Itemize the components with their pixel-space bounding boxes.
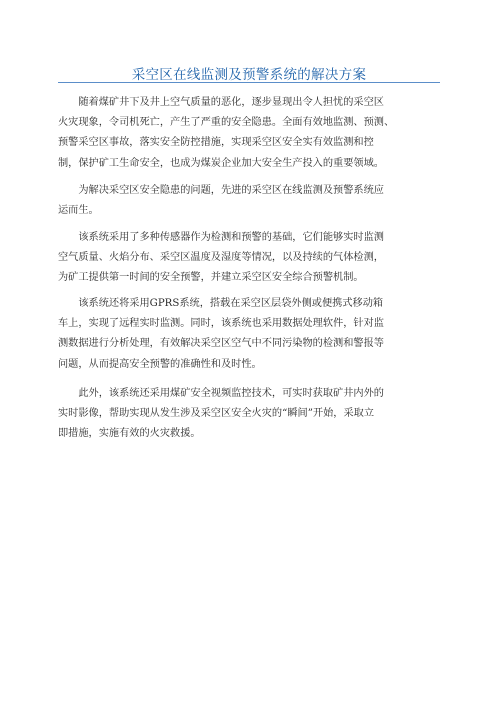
- paragraph-line: 测数据进行分析处理，有效解决采空区空气中不同污染物的检测和警报等: [58, 338, 384, 350]
- paragraph-5: [58, 384, 440, 445]
- paragraph-line: 即措施，实施有效的火灾救援。: [58, 428, 201, 440]
- document-title: 采空区在线监测及预警系统的解决方案: [131, 67, 367, 83]
- paragraph-line: 实时影像，帮助实现从发生涉及采空区安全火灾的“瞬间”开始，采取立: [58, 408, 375, 420]
- title-underline: [58, 82, 440, 83]
- paragraph-line: 运而生。: [58, 205, 99, 217]
- paragraph-line: 为解决采空区安全隐患的问题，先进的采空区在线监测及预警系统应: [58, 185, 384, 196]
- paragraph-2: [58, 181, 440, 221]
- paragraph-line: 为矿工提供第一时间的安全预警，并建立采空区安全综合预警机制。: [58, 272, 364, 284]
- paragraph-line: 该系统还将采用GPRS系统，搭载在采空区层袋外侧或便携式移动箱: [58, 298, 384, 309]
- paragraph-3: [58, 228, 440, 289]
- paragraph-line: 问题，从而提高安全预警的准确性和及时性。: [58, 358, 262, 370]
- paragraph-line: 此外，该系统还采用煤矿安全视频监控技术，可实时获取矿井内外的: [58, 388, 384, 399]
- paragraph-line: 该系统采用了多种传感器作为检测和预警的基础，它们能够实时监测: [58, 232, 384, 243]
- paragraph-line: 车上，实现了远程实时监测。同时，该系统也采用数据处理软件，针对监: [58, 318, 384, 330]
- paragraph-line: 制，保护矿工生命安全，也成为煤炭企业加大安全生产投入的重要领域。: [58, 157, 384, 169]
- paragraph-line: 随着煤矿井下及井上空气质量的恶化，逐步显现出令人担忧的采空区: [58, 97, 384, 108]
- paragraph-1: [58, 93, 440, 174]
- paragraph-4: [58, 294, 440, 375]
- paragraph-line: 火灾现象，令司机死亡，产生了严重的安全隐患。全面有效地监测、预测、: [58, 117, 395, 129]
- paragraph-line: 预警采空区事故，落实安全防控措施，实现采空区安全实有效监测和控: [58, 137, 374, 149]
- paragraph-line: 空气质量、火焰分布、采空区温度及湿度等情况，以及持续的气体检测，: [58, 252, 384, 264]
